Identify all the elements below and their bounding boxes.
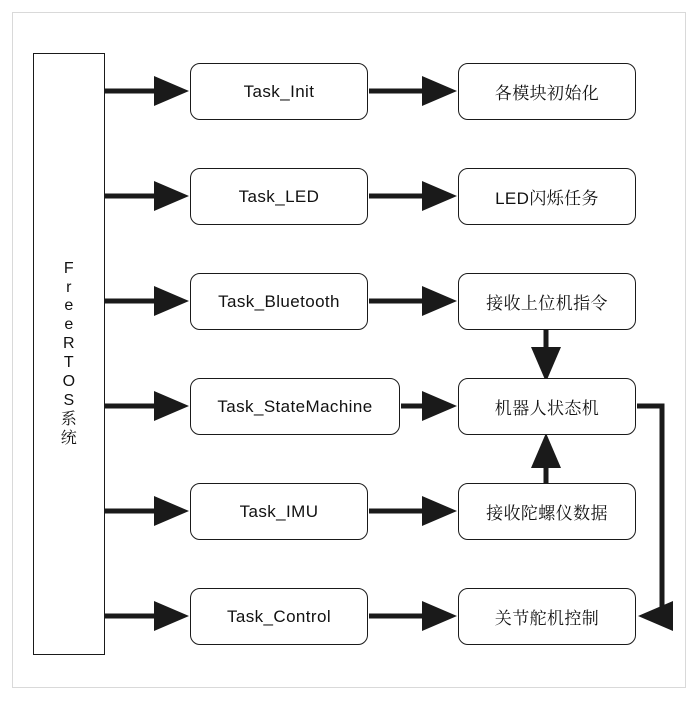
node-func-control-label: 关节舵机控制	[494, 609, 600, 628]
node-func-init[interactable]	[458, 63, 636, 120]
node-freertos-root[interactable]	[33, 53, 105, 655]
node-task-statemachine[interactable]	[190, 378, 400, 435]
root-char-7: S	[63, 391, 75, 409]
node-task-bluetooth-label: Task_Bluetooth	[218, 291, 340, 311]
node-task-init[interactable]	[190, 63, 368, 120]
node-func-init-label: 各模块初始化	[494, 84, 600, 103]
node-task-init-label: Task_Init	[243, 81, 315, 101]
node-func-imu[interactable]	[458, 483, 636, 540]
node-func-led-label: LED闪烁任务	[495, 189, 599, 208]
node-func-control[interactable]	[458, 588, 636, 645]
node-task-control[interactable]	[190, 588, 368, 645]
root-char-5: T	[63, 354, 75, 371]
root-char-6: O	[62, 372, 76, 390]
root-char-2: e	[64, 297, 74, 315]
node-func-led[interactable]	[458, 168, 636, 225]
node-task-bluetooth[interactable]	[190, 273, 368, 330]
root-char-8: 系	[60, 410, 78, 428]
root-char-9: 统	[60, 429, 78, 447]
root-char-4: R	[63, 335, 75, 353]
node-task-led-label: Task_LED	[238, 186, 320, 206]
node-task-imu-label: Task_IMU	[239, 501, 319, 521]
node-task-led[interactable]	[190, 168, 368, 225]
node-func-bluetooth-label: 接收上位机指令	[486, 294, 608, 313]
node-func-imu-label: 接收陀螺仪数据	[486, 504, 608, 523]
node-task-imu[interactable]	[190, 483, 368, 540]
node-task-control-label: Task_Control	[226, 606, 331, 626]
node-func-bluetooth[interactable]	[458, 273, 636, 330]
node-func-statemachine-label: 机器人状态机	[494, 399, 600, 418]
root-char-0: F	[63, 259, 75, 277]
node-func-statemachine[interactable]	[458, 378, 636, 435]
root-char-1: r	[66, 278, 72, 296]
root-char-3: e	[64, 316, 74, 334]
node-task-statemachine-label: Task_StateMachine	[217, 396, 373, 416]
